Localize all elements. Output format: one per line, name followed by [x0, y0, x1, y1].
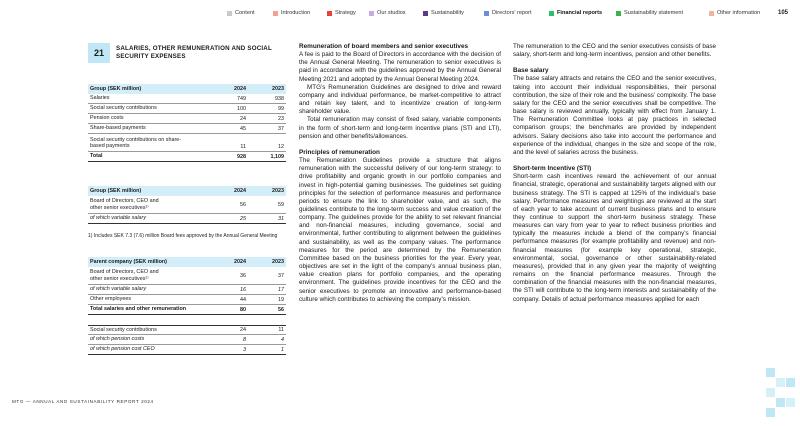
row-value: 80: [240, 306, 246, 313]
row-value: 23: [278, 115, 284, 122]
table-row: [88, 325, 286, 335]
table-total-row: [88, 152, 286, 162]
row-label: Pension costs: [90, 115, 124, 122]
nav-item-content[interactable]: [227, 10, 255, 16]
row-label: Share-based payments: [90, 125, 146, 132]
nav-swatch-icon: [227, 11, 232, 16]
row-label: Other employees: [90, 296, 132, 303]
table-header-label: Group (SEK million): [90, 85, 142, 92]
paragraph: The remuneration to the CEO and the senior executives consists of base salary, short-term and long-term incentives, pension and other benefits.: [513, 43, 716, 59]
table-row: [88, 345, 286, 355]
table-header-year: 2024: [234, 188, 246, 194]
row-value: 44: [240, 296, 246, 303]
row-value: 37: [278, 125, 284, 132]
table-header: [88, 84, 286, 94]
table-row: [88, 124, 286, 134]
row-value: 16: [240, 286, 246, 293]
nav-label: Other information: [717, 10, 761, 16]
top-navigation: [0, 10, 800, 20]
row-value: 938: [275, 95, 284, 102]
section-heading: Base salary: [513, 67, 549, 75]
table-row: [88, 114, 286, 124]
nav-label: Directors’ report: [492, 10, 532, 16]
row-label: Salaries: [90, 95, 110, 102]
table-row: [88, 134, 286, 152]
nav-swatch-icon: [369, 11, 374, 16]
row-value: 12: [278, 144, 284, 150]
row-value: 45: [240, 125, 246, 132]
spacer: [513, 59, 716, 67]
row-value: 36: [240, 272, 246, 279]
nav-label: Introduction: [281, 10, 311, 16]
row-label: Social security contributions on share-based payments: [90, 136, 182, 150]
text-column-2: [513, 43, 716, 304]
table-header: [88, 257, 286, 267]
nav-swatch-icon: [484, 11, 489, 16]
table-row: [88, 196, 286, 214]
nav-label: Financial reports: [557, 10, 603, 16]
table-row: [88, 94, 286, 104]
deco-square: [766, 408, 775, 417]
spacer: [299, 141, 501, 149]
nav-item-sustainability-statement[interactable]: [616, 10, 683, 16]
nav-label: Sustainability: [431, 10, 464, 16]
row-value: 4: [281, 336, 284, 343]
row-value: 24: [240, 115, 246, 122]
nav-item-other-information[interactable]: [709, 10, 760, 16]
row-value: 19: [278, 296, 284, 303]
nav-swatch-icon: [327, 11, 332, 16]
section-heading: Principles of remuneration: [299, 148, 380, 156]
row-value: 99: [278, 105, 284, 112]
table-header-label: Parent company (SEK million): [90, 258, 167, 265]
nav-label: Content: [235, 10, 255, 16]
paragraph: The base salary attracts and retains the CEO and the senior executives, taking into account their individual responsibilities, their personal contribution, the size of their role and the business’ complexity. The base salary for the CEO and the senior executives shall be competitive. The base salary is reviewed annually, typically with effect from January 1. The Remuneration Committee looks at pay practices in selected comparison groups; the benchmarks are provided by independent advisors. Salary decisions also take into account the performance and experience of the individual, changes in the size and scope of the role, and the level of salaries across the business.: [513, 75, 716, 156]
row-label: of which variable salary: [90, 215, 147, 222]
row-label: Total: [90, 153, 103, 160]
table-row: [88, 267, 286, 285]
table-header-year: 2023: [272, 259, 284, 265]
row-label: of which pension cost CEO: [90, 346, 155, 353]
row-value: 17: [278, 286, 284, 293]
row-value: 3: [243, 346, 246, 353]
nav-label: Strategy: [335, 10, 356, 16]
table-row: [88, 295, 286, 305]
deco-square: [776, 398, 785, 407]
row-value: 1: [281, 346, 284, 353]
deco-square: [766, 388, 775, 397]
paragraph: Short-term cash incentives reward the achievement of our annual financial, strategic, operational and sustainability targets aligned with our business strategy. The STI is capped at 125% of the individual’s base salary. Performance measures and weightings are reviewed at the start of each year to take account of current business plans and to ensure they continue to support the short-term business strategy. These measures can vary from year to year to reflect business priorities and typically the measures include a blend of the company’s financial performance measures (for example profitability and revenue) and non-financial measures (for example key operational, strategic, environmental, social, governance or other sustainability-related measures), provided that in any given year the majority of weighting remains on the financial performance measures. Through the combination of the financial measures with the non-financial measures, the STI will contribute to the long-term interests and sustainability of the company. Details of actual performance measures applied for each: [513, 173, 716, 303]
row-value: 25: [240, 215, 246, 222]
note-number-badge: 21: [88, 43, 110, 63]
nav-item-introduction[interactable]: [273, 10, 310, 16]
table-header-year: 2023: [272, 188, 284, 194]
table-spacer: [88, 315, 286, 325]
table-total-row: [88, 305, 286, 315]
row-value: 928: [237, 153, 246, 160]
table-header-year: 2023: [272, 86, 284, 92]
deco-square: [786, 398, 795, 407]
nav-swatch-icon: [549, 11, 554, 16]
table-header-year: 2024: [234, 259, 246, 265]
table-footnote: 1) Includes SEK 7.3 (7.6) million Board fees approved by the Annual General Meeting: [88, 233, 278, 239]
group-expenses-table: [88, 84, 286, 162]
table-header: [88, 186, 286, 196]
nav-item-strategy[interactable]: [327, 10, 356, 16]
row-value: 8: [243, 336, 246, 343]
table-row: [88, 285, 286, 295]
table-row: [88, 104, 286, 114]
parent-company-table: [88, 257, 286, 355]
row-label: of which pension costs: [90, 336, 145, 343]
row-value: 100: [237, 105, 246, 112]
row-value: 11: [278, 327, 284, 333]
deco-square: [786, 378, 795, 387]
row-label: of which variable salary: [90, 286, 147, 293]
row-label: Social security contributions: [90, 326, 157, 333]
table-row: [88, 335, 286, 345]
nav-swatch-icon: [616, 11, 621, 16]
paragraph: MTG’s Remuneration Guidelines are designed to drive and reward company and individual performance, be market-competitive to attract and retain key talent, and to incentivize creation of long-term shareholder value.: [299, 83, 501, 116]
row-value: 749: [237, 95, 246, 102]
paragraph: Total remuneration may consist of fixed salary, variable components in the form of short-term and long-term incentive plans (STI and LTI), pension and other benefits/allowances.: [299, 116, 501, 140]
text-column-1: [299, 43, 501, 304]
section-heading: Short-term Incentive (STI): [513, 165, 592, 173]
table-header-year: 2024: [234, 86, 246, 92]
page-number: 105: [777, 10, 788, 16]
nav-item-directors-report[interactable]: [484, 10, 532, 16]
nav-swatch-icon: [273, 11, 278, 16]
nav-label: Sustainability statement: [624, 10, 684, 16]
paragraph: A fee is paid to the Board of Directors in accordance with the decision of the Annual General Meeting. The remuneration to senior executives is paid in accordance with the guidelines approved by the Annual General Meeting 2021 and adopted by the Annual General Meeting 2024.: [299, 51, 501, 83]
group-executives-table: [88, 186, 286, 224]
page-footer: MTG — ANNUAL AND SUSTAINABILITY REPORT 2024: [12, 399, 154, 404]
deco-square: [766, 368, 775, 377]
nav-item-our-studios[interactable]: [369, 10, 406, 16]
row-value: 31: [278, 215, 284, 222]
row-value: 56: [240, 201, 246, 208]
nav-swatch-icon: [423, 11, 428, 16]
table-header-label: Group (SEK million): [90, 187, 142, 194]
paragraph: The Remuneration Guidelines provide a structure that aligns remuneration with the successful delivery of our long-term strategy: to drive profitability and organic growth in our portfolio companies and invest in high-potential gaming businesses. The guidelines set guiding principles for the selection of performance measures and performance periods to ensure the link to shareholder value, and as such, the guidelines contribute to the long-term success and value creation of the company. The guidelines provide for the ability to set relevant financial and non-financial measures, including governance, social and environmental, further contributing to alignment between the guidelines and sustainability, as well as the company values. The performance measures for the period are determined by the Remuneration Committee based on the business priorities for the year. Every year, objectives are set in the light of the company’s annual business plan, value creation plans for portfolio companies, and the operating environment. The guidelines provide incentives for the CEO and the senior executives to promote an innovative and performance-based culture which contributes to achieving the company’s mission.: [299, 157, 501, 303]
deco-square: [776, 378, 785, 387]
nav-item-sustainability[interactable]: [423, 10, 464, 16]
note-header: [88, 43, 288, 63]
nav-item-financial-reports[interactable]: [549, 10, 602, 16]
row-value: 37: [278, 272, 284, 279]
row-label: Board of Directors, CEO and other senior executives¹⁾: [90, 197, 159, 211]
spacer: [513, 157, 716, 165]
row-label: Board of Directors, CEO and other senior executives¹⁾: [90, 268, 159, 282]
row-label: Social security contributions: [90, 105, 157, 112]
row-value: 11: [240, 144, 246, 150]
nav-swatch-icon: [709, 11, 714, 16]
row-value: 56: [278, 306, 284, 313]
row-value: 24: [240, 327, 246, 333]
section-heading: Remuneration of board members and senior executives: [299, 43, 469, 50]
nav-label: Our studios: [377, 10, 406, 16]
table-row: [88, 214, 286, 224]
note-title: SALARIES, OTHER REMUNERATION AND SOCIAL SECURITY EXPENSES: [116, 45, 272, 60]
row-value: 1,109: [270, 153, 284, 160]
row-value: 59: [278, 201, 284, 208]
row-label: Total salaries and other remuneration: [90, 306, 187, 313]
